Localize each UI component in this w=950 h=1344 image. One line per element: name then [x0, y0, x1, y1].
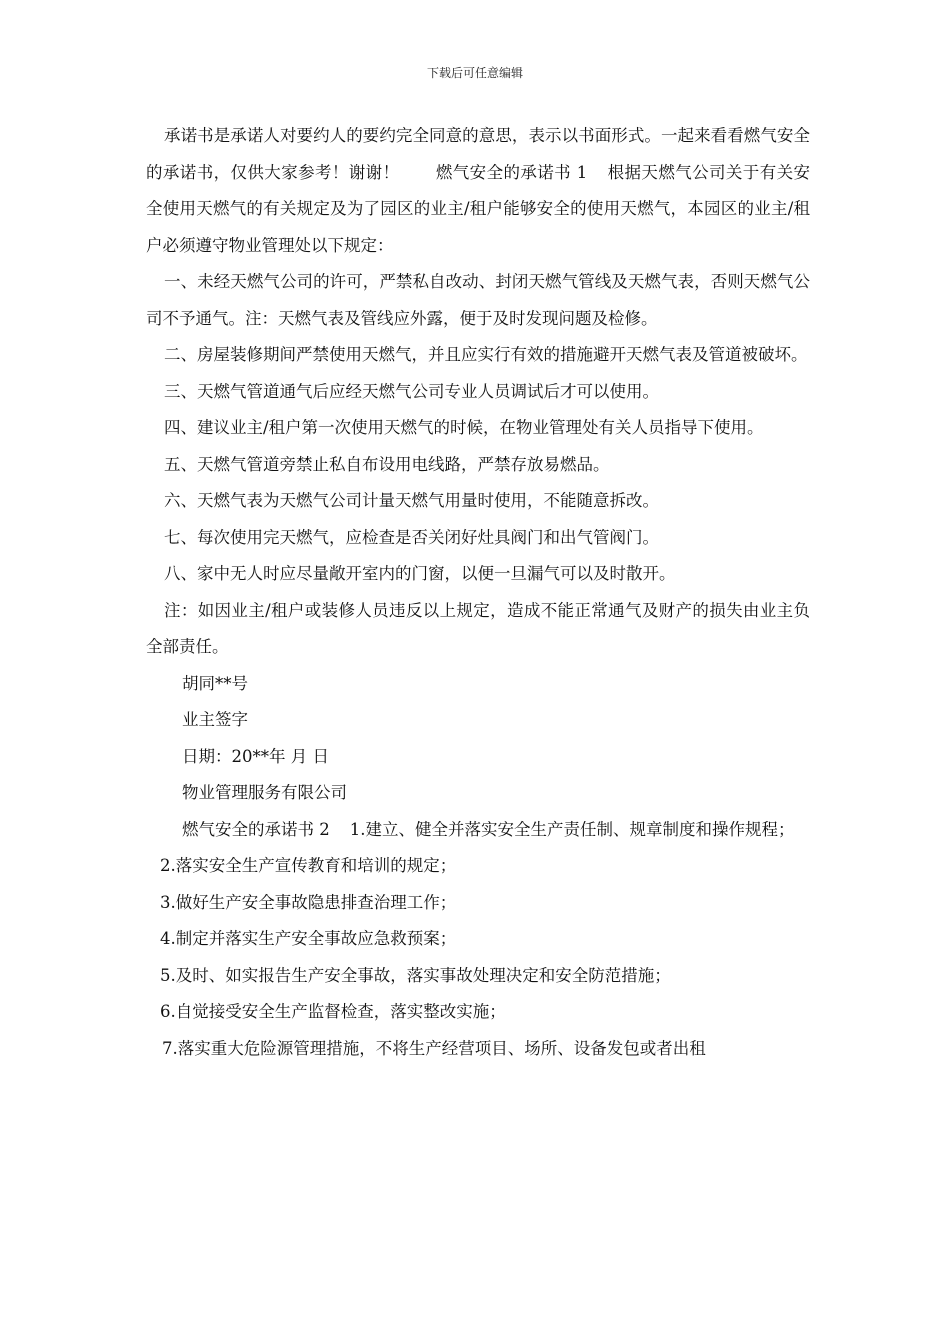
section2-item: 6.自觉接受安全生产监督检查，落实整改实施；	[160, 1002, 506, 1021]
rule-item: 五、天燃气管道旁禁止私自布设用电线路，严禁存放易燃品。	[164, 454, 610, 474]
rule-item: 六、天燃气表为天燃气公司计量天燃气用量时使用，不能随意拆改。	[164, 491, 659, 510]
section2-item: 7.落实重大危险源管理措施，不将生产经营项目、场所、设备发包或者出租	[162, 1038, 706, 1058]
signature-owner: 业主签字	[182, 710, 248, 729]
rule-item: 八、家中无人时应尽量敞开室内的门窗，以便一旦漏气可以及时散开。	[164, 564, 676, 583]
section2-item: 2.落实安全生产宣传教育和培训的规定；	[160, 856, 457, 875]
rule-item: 一、未经天燃气公司的许可，严禁私自改动、封闭天燃气管线及天燃气表，否则天燃气公司不予通气。注：天燃气表及管线应外露，便于及时发现问题及检修。	[146, 272, 810, 328]
section2-item: 4.制定并落实生产安全事故应急救预案；	[160, 929, 457, 948]
intro-paragraph	[146, 118, 810, 264]
rule-note: 注：如因业主/租户或装修人员违反以上规定，造成不能正常通气及财产的损失由业主负全部责任。	[146, 600, 810, 656]
rule-item: 三、天燃气管道通气后应经天燃气公司专业人员调试后才可以使用。	[164, 381, 659, 401]
intro-rules-lead: 根据天燃气公司关于有关安全使用天燃气的有关规定及为了园区的业主/租户能够安全的使用天燃气，本园区的业主/租户必须遵守物业管理处以下规定：	[146, 162, 811, 255]
section1-title: 燃气安全的承诺书 1	[435, 162, 588, 182]
rule-item: 七、每次使用完天燃气，应检查是否关闭好灶具阀门和出气管阀门。	[164, 527, 659, 547]
rule-item: 四、建议业主/租户第一次使用天燃气的时候，在物业管理处有关人员指导下使用。	[164, 418, 764, 437]
section2-item: 3.做好生产安全事故隐患排查治理工作；	[160, 892, 457, 912]
section2-paragraph	[146, 812, 810, 849]
rule-item: 二、房屋装修期间严禁使用天燃气，并且应实行有效的措施避开天燃气表及管道被破坏。	[164, 345, 808, 364]
section2-item: 1.建立、健全并落实安全生产责任制、规章制度和操作规程；	[349, 819, 795, 839]
section2-item: 5.及时、如实报告生产安全事故，落实事故处理决定和安全防范措施；	[160, 965, 671, 985]
signature-address: 胡同**号	[182, 673, 248, 693]
page-header: 下载后可任意编辑	[426, 66, 523, 80]
signature-date: 日期：20**年 月 日	[182, 746, 329, 766]
section2-title: 燃气安全的承诺书 2	[182, 819, 330, 839]
signature-company: 物业管理服务有限公司	[182, 783, 347, 802]
intro-text: 承诺书是承诺人对要约人的要约完全同意的意思，表示以书面形式。一起来看看燃气安全的承诺书，仅供大家参考！谢谢！	[146, 126, 810, 182]
document-body	[146, 118, 810, 1067]
